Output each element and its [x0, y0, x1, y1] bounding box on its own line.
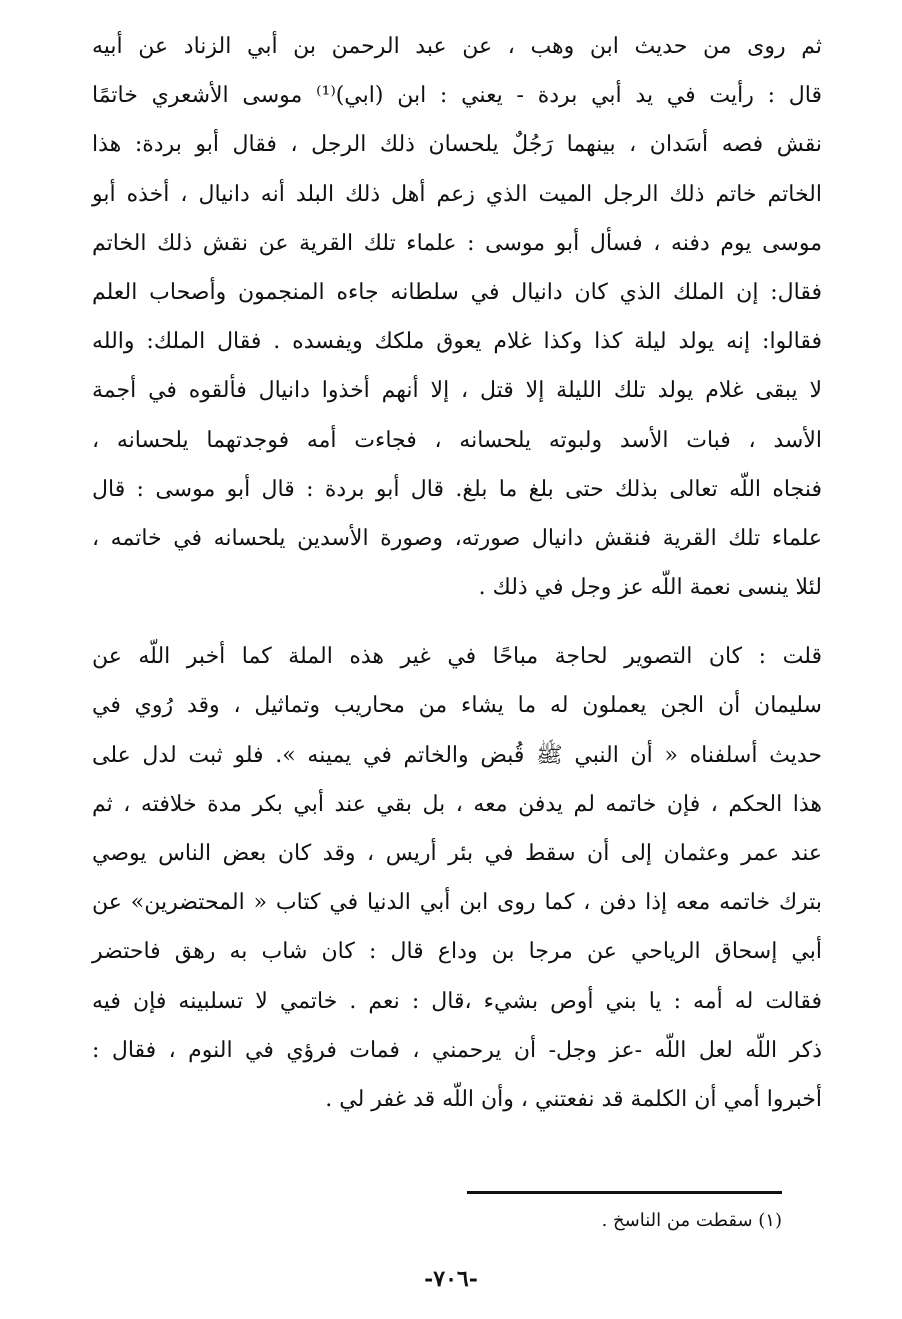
text-line: هذا الحكم ، فإن خاتمه لم يدفن معه ، بل بقي عند أبي بكر مدة خلافته ، ثم: [92, 791, 822, 817]
text-line: حديث أسلفناه « أن النبي ﷺ قُبض والخاتم في يمينه ». فلو ثبت لدل على: [92, 742, 822, 768]
text-line: ذكر اللّه لعل اللّه -عز وجل- أن يرحمني ، فمات فرؤي في النوم ، فقال :: [92, 1037, 822, 1063]
footnote-divider: [467, 1191, 782, 1194]
text-line: فنجاه اللّه تعالى بذلك حتى بلغ ما بلغ. قال أبو بردة : قال أبو موسى : قال: [92, 476, 822, 502]
text-line: أخبروا أمي أن الكلمة قد نفعتني ، وأن اللّه قد غفر لي .: [325, 1086, 822, 1112]
paragraph-1: [92, 22, 822, 612]
text-line: الخاتم خاتم ذلك الرجل الميت الذي زعم أهل ذلك البلد أنه دانيال ، أخذه أبو: [92, 181, 822, 207]
text-line: نقش فصه أسَدان ، بينهما رَجُلٌ يلحسان ذلك الرجل ، فقال أبو بردة: هذا: [92, 132, 822, 158]
text-line: فقالت له أمه : يا بني أوص بشيء ،قال : نعم . خاتمي لا تسلبينه فإن فيه: [92, 988, 822, 1014]
text-line: قلت : كان التصوير لحاجة مباحًا في غير هذه الملة كما أخبر اللّه عن: [92, 644, 822, 670]
page-number: -٧٠٦-: [424, 1266, 478, 1292]
text-line: علماء تلك القرية فنقش دانيال صورته، وصورة الأسدين يلحسانه في خاتمه ،: [92, 525, 822, 551]
text-line: أبي إسحاق الرياحي عن مرجا بن وداع قال : كان شاب به رهق فاحتضر: [92, 939, 823, 965]
text-line: الأسد ، فبات الأسد ولبوته يلحسانه ، فجاءت أمه فوجدتهما يلحسانه ،: [92, 427, 822, 453]
text-line: عند عمر وعثمان إلى أن سقط في بئر أريس ، وقد كان بعض الناس يوصي: [92, 841, 822, 866]
paragraph-spacer: [92, 612, 822, 632]
text-line: سليمان أن الجن يعملون له ما يشاء من محاريب وتماثيل ، وقد رُوي في: [92, 693, 822, 719]
footnote: (١) سقطت من الناسخ .: [601, 1210, 782, 1231]
text-line: لئلا ينسى نعمة اللّه عز وجل في ذلك .: [478, 575, 822, 601]
text-line: فقال: إن الملك الذي كان دانيال في سلطانه جاءه المنجمون وأصحاب العلم: [92, 279, 822, 305]
body-text: [92, 22, 822, 1124]
text-line: بترك خاتمه معه إذا دفن ، كما روى ابن أبي الدنيا في كتاب « المحتضرين» عن: [92, 890, 822, 916]
text-line: موسى يوم دفنه ، فسأل أبو موسى : علماء تلك القرية عن نقش ذلك الخاتم: [92, 230, 822, 256]
text-line: فقالوا: إنه يولد ليلة كذا وكذا غلام يعوق ملكك ويفسده . فقال الملك: والله: [92, 329, 822, 355]
text-line: لا يبقى غلام يولد تلك الليلة إلا قتل ، إلا أنهم أخذوا دانيال فألقوه في أجمة: [92, 378, 822, 404]
paragraph-2: [92, 632, 822, 1124]
text-line: قال : رأيت في يد أبي بردة - يعني : ابن (ابي)⁽¹⁾ موسى الأشعري خاتمًا: [92, 83, 822, 109]
text-line: ثم روى من حديث ابن وهب ، عن عبد الرحمن بن أبي الزناد عن أبيه: [92, 34, 822, 59]
